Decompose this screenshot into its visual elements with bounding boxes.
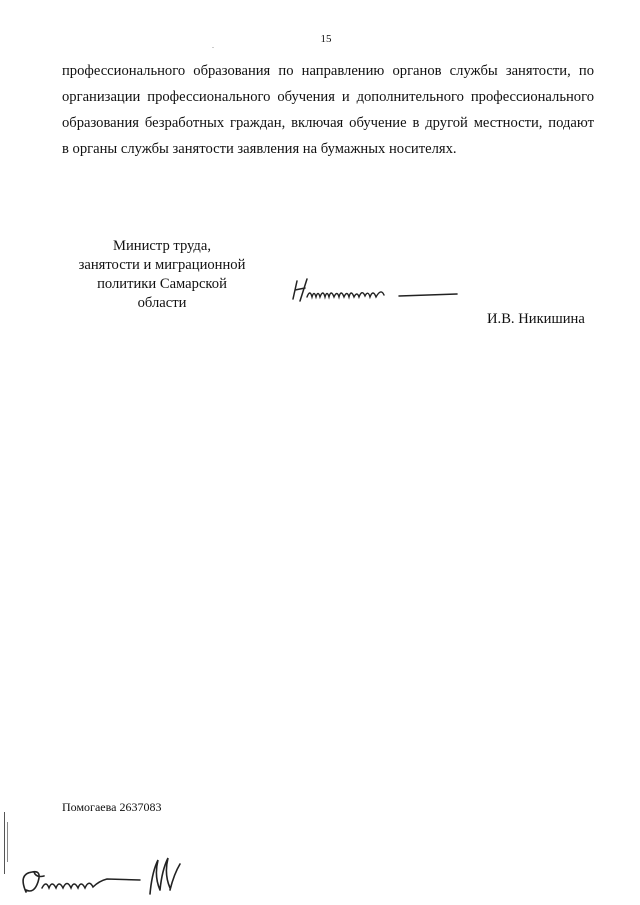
body-line: образования безработных граждан, включая обучение в другой местности, подают bbox=[62, 115, 594, 131]
signatory-title-line: Министр труда, bbox=[113, 238, 211, 254]
scan-speck bbox=[212, 47, 214, 48]
body-paragraph bbox=[62, 58, 594, 162]
margin-mark bbox=[4, 812, 5, 874]
body-line: организации профессионального обучения и дополнительного профессионального bbox=[62, 89, 594, 105]
body-line: профессионального образования по направлению органов службы занятости, по bbox=[62, 63, 594, 79]
signatory-title-line: политики Самарской bbox=[97, 276, 227, 292]
signatory-title bbox=[58, 237, 266, 313]
executor-contact: Помогаева 2637083 bbox=[62, 800, 162, 814]
margin-mark bbox=[7, 822, 8, 862]
body-line: в органы службы занятости заявления на бумажных носителях. bbox=[62, 141, 457, 157]
signatory-title-line: занятости и миграционной bbox=[78, 257, 246, 273]
page-number: 15 bbox=[320, 33, 332, 45]
approval-visa-signature bbox=[10, 850, 190, 900]
signatory-name: И.В. Никишина bbox=[487, 311, 585, 327]
handwritten-signature bbox=[287, 273, 465, 309]
signatory-title-line: области bbox=[137, 295, 187, 311]
